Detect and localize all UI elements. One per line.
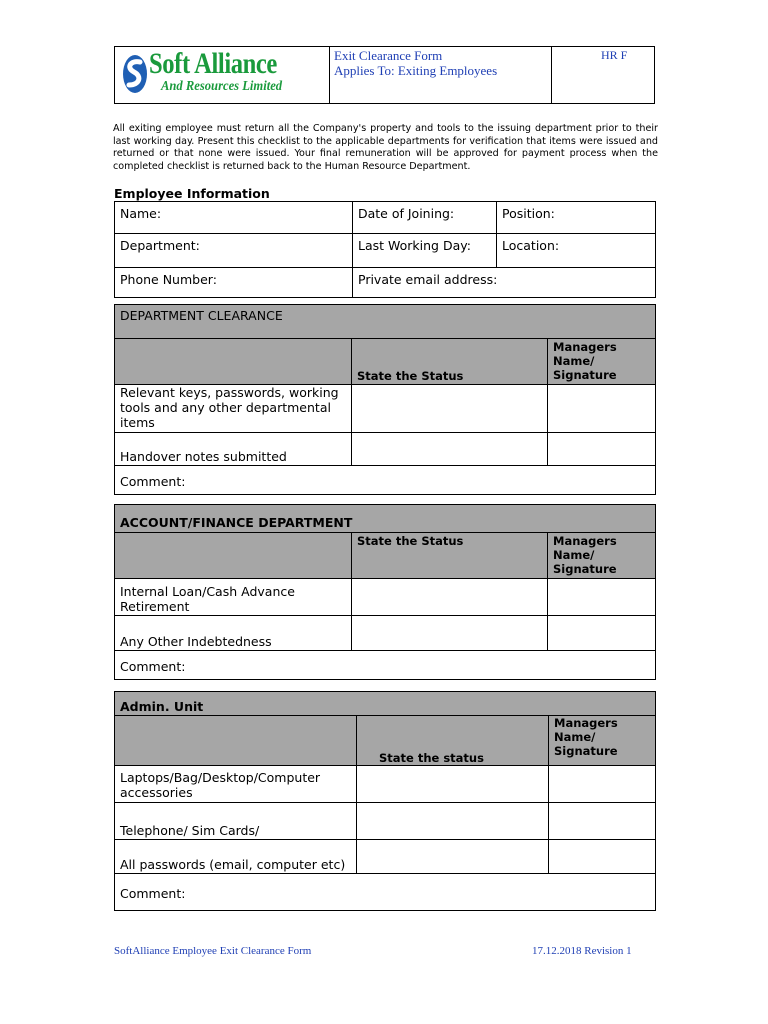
department-clearance-heading: DEPARTMENT CLEARANCE	[115, 305, 656, 339]
footer-revision: 17.12.2018 Revision 1	[532, 945, 632, 957]
form-code-cell	[551, 47, 654, 103]
position-field[interactable]: Position:	[497, 202, 656, 234]
admin-manager-header: Managers Name/ Signature	[549, 716, 656, 766]
location-field[interactable]: Location:	[497, 234, 656, 268]
finance-status-1[interactable]	[352, 579, 548, 616]
finance-signature-1[interactable]	[548, 579, 656, 616]
admin-heading: Admin. Unit	[115, 692, 656, 716]
manager-header: Managers Name/ Signature	[548, 339, 656, 385]
admin-item-2: Telephone/ Sim Cards/	[115, 803, 357, 840]
form-title: Exit Clearance Form	[334, 48, 443, 63]
company-subtitle: And Resources Limited	[161, 79, 283, 94]
department-clearance-table	[114, 304, 656, 495]
date-of-joining-field[interactable]: Date of Joining:	[353, 202, 497, 234]
clearance-status-1[interactable]	[352, 385, 548, 433]
finance-item-header-cell	[115, 533, 352, 579]
last-working-day-field[interactable]: Last Working Day:	[353, 234, 497, 268]
admin-status-1[interactable]	[357, 766, 549, 803]
finance-status-header: State the Status	[352, 533, 548, 579]
company-name: Soft Alliance	[149, 47, 277, 80]
finance-comment-field[interactable]: Comment:	[115, 651, 656, 680]
form-header	[114, 46, 655, 104]
employee-info-table	[114, 201, 656, 298]
admin-comment-field[interactable]: Comment:	[115, 874, 656, 911]
finance-status-2[interactable]	[352, 616, 548, 651]
footer-form-name: SoftAlliance Employee Exit Clearance Form	[114, 945, 312, 957]
clearance-signature-1[interactable]	[548, 385, 656, 433]
admin-item-header-cell	[115, 716, 357, 766]
company-logo-icon	[121, 52, 149, 96]
clearance-status-2[interactable]	[352, 433, 548, 466]
clearance-item-2: Handover notes submitted	[115, 433, 352, 466]
status-header: State the Status	[352, 339, 548, 385]
finance-heading: ACCOUNT/FINANCE DEPARTMENT	[115, 505, 656, 533]
item-header-cell	[115, 339, 352, 385]
finance-manager-header: Managers Name/ Signature	[548, 533, 656, 579]
admin-signature-1[interactable]	[549, 766, 656, 803]
admin-signature-2[interactable]	[549, 803, 656, 840]
finance-item-2: Any Other Indebtedness	[115, 616, 352, 651]
private-email-field[interactable]: Private email address:	[353, 268, 656, 298]
department-field[interactable]: Department:	[115, 234, 353, 268]
form-title-cell	[329, 47, 552, 103]
finance-item-1: Internal Loan/Cash Advance Retirement	[115, 579, 352, 616]
admin-status-2[interactable]	[357, 803, 549, 840]
intro-paragraph: All exiting employee must return all the Company's property and tools to the issuing department prior to their last working day. Present this checklist to the applicable departments for verification that items were issued and returned or that none were issued. Your final remuneration will be approved for payment process when the completed checklist is returned back to the Human Resource Department.	[113, 123, 658, 172]
admin-item-3: All passwords (email, computer etc)	[115, 840, 357, 874]
clearance-comment-field[interactable]: Comment:	[115, 466, 656, 495]
admin-status-header: State the status	[357, 716, 549, 766]
clearance-item-1: Relevant keys, passwords, working tools and any other departmental items	[115, 385, 352, 433]
admin-unit-table	[114, 691, 656, 911]
employee-info-heading: Employee Information	[114, 186, 270, 201]
logo	[115, 47, 330, 103]
name-field[interactable]: Name:	[115, 202, 353, 234]
admin-status-3[interactable]	[357, 840, 549, 874]
phone-number-field[interactable]: Phone Number:	[115, 268, 353, 298]
admin-signature-3[interactable]	[549, 840, 656, 874]
admin-item-1: Laptops/Bag/Desktop/Computer accessories	[115, 766, 357, 803]
finance-department-table	[114, 504, 656, 680]
form-code: HR F	[601, 48, 628, 62]
applies-to: Applies To: Exiting Employees	[334, 63, 498, 78]
clearance-signature-2[interactable]	[548, 433, 656, 466]
finance-signature-2[interactable]	[548, 616, 656, 651]
